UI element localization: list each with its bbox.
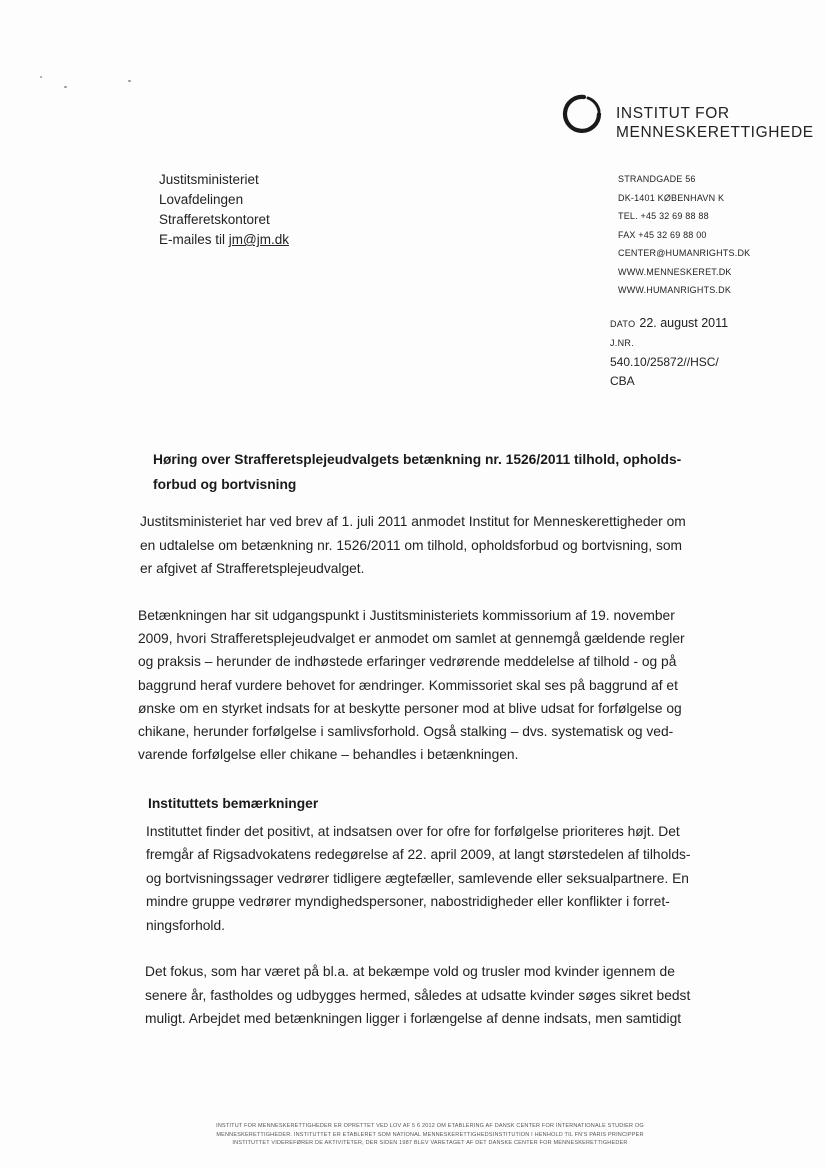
sender-contact-info xyxy=(618,170,750,300)
recipient-line: Justitsministeriet xyxy=(159,172,259,187)
text-line: ningsforhold. xyxy=(146,917,226,933)
section-heading: Instituttets bemærkninger xyxy=(148,796,319,811)
scan-speck xyxy=(64,86,67,88)
text-line: fremgår af Rigsadvokatens redegørelse af 22. april 2009, at langt størstedelen af tilholds- xyxy=(146,847,691,863)
email-link[interactable]: jm@jm.dk xyxy=(228,232,289,247)
institute-logo-text xyxy=(616,104,814,142)
text-line: muligt. Arbejdet med betænkningen ligger i forlængelse af denne indsats, men samtidigt xyxy=(145,1011,682,1027)
paragraph-3 xyxy=(146,820,728,937)
recipient-line: Lovafdelingen xyxy=(159,192,244,207)
text-line: er afgivet af Strafferetsplejeudvalget. xyxy=(140,561,365,576)
footer-line: MENNESKERETTIGHEDER. INSTITUTTET ER ETABLERET SOM NATIONAL MENNESKERETTIGHEDSINSTITUTION I HENHOLD TIL FN'S PARIS PRINCIPPER xyxy=(216,1131,644,1138)
date-line xyxy=(610,314,728,334)
footer-line: INSTITUTTET VIDEREFØRER DE AKTIVITETER, DER SIDEN 1987 BLEV VARETAGET AF DET DANSKE CENTER FOR MENNESKERETTIGHEDER xyxy=(232,1140,628,1146)
contact-web-2: WWW.HUMANRIGHTS.DK xyxy=(618,285,732,295)
logo-line-2: MENNESKERETTIGHEDE xyxy=(616,124,814,141)
subject-line: forbud og bortvisning xyxy=(153,477,297,492)
contact-fax: FAX +45 32 69 88 00 xyxy=(618,229,707,240)
institute-logo-icon xyxy=(562,94,602,134)
text-line: og praksis – herunder de indhøstede erfaringer vedrørende meddelelse af tilhold - og på xyxy=(138,654,677,670)
paragraph-4 xyxy=(145,960,727,1031)
recipient-line: Strafferetskontoret xyxy=(159,212,270,227)
contact-street: STRANDGADE 56 xyxy=(618,174,696,184)
paragraph-1 xyxy=(140,510,722,581)
letter-subject xyxy=(153,447,713,497)
recipient-address xyxy=(159,170,289,250)
text-line: og bortvisningssager vedrører tidligere ægtefæller, samlevende eller seksualpartnere. En xyxy=(146,870,689,886)
text-line: Det fokus, som har været på bl.a. at bekæmpe vold og trusler mod kvinder igennem de xyxy=(145,964,675,979)
date-and-reference xyxy=(610,314,728,391)
contact-phone: TEL. +45 32 69 88 88 xyxy=(618,211,709,221)
subject-line: Høring over Strafferetsplejeudvalgets betænkning nr. 1526/2011 tilhold, opholds- xyxy=(153,452,682,467)
date-value: 22. august 2011 xyxy=(639,316,729,330)
text-line: en udtalelse om betænkning nr. 1526/2011 om tilhold, opholdsforbud og bortvisning, som xyxy=(140,537,683,553)
footer-line: INSTITUT FOR MENNESKERETTIGHEDER ER OPRETTET VED LOV AF 5 6 2012 OM ETABLERING AF DANSK CENTER FOR INTERNATIONALE STUDIER OG xyxy=(216,1123,644,1129)
text-line: ønske om en styrket indsats for at beskytte personer mod at blive udsat for forfølgelse og xyxy=(138,700,682,716)
scan-speck xyxy=(128,80,131,82)
scan-speck xyxy=(40,76,42,78)
text-line: Instituttet finder det positivt, at indsatsen over for ofre for forfølgelse prioriteres højt. Det xyxy=(146,824,680,839)
date-label: DATO xyxy=(610,319,636,329)
logo-line-1: INSTITUT FOR xyxy=(616,105,730,122)
text-line: Betænkningen har sit udgangspunkt i Justitsministeriets kommissorium af 19. november xyxy=(138,608,675,623)
text-line: baggrund heraf vurdere behovet for ændringer. Kommissoriet skal ses på baggrund af et xyxy=(138,677,678,693)
text-line: chikane, herunder forfølgelse i samlivsforhold. Også stalking – dvs. systematisk og ved- xyxy=(138,724,674,740)
page-footer xyxy=(150,1122,710,1148)
contact-email: CENTER@HUMANRIGHTS.DK xyxy=(618,248,751,258)
email-prefix: E-mailes til xyxy=(159,232,229,247)
journal-number: 540.10/25872//HSC/ xyxy=(610,355,719,369)
text-line: senere år, fastholdes og udbygges hermed, således at udsatte kvinder søges sikret bedst xyxy=(145,987,691,1003)
journal-label: J.NR. xyxy=(610,338,634,348)
contact-web-1: WWW.MENNESKERET.DK xyxy=(618,266,732,277)
journal-number-cont: CBA xyxy=(610,374,635,388)
paragraph-2 xyxy=(138,604,720,766)
text-line: mindre gruppe vedrører myndighedspersoner, nabostridigheder eller konflikter i forret- xyxy=(146,894,670,910)
text-line: Justitsministeriet har ved brev af 1. juli 2011 anmodet Institut for Menneskerettigheder om xyxy=(140,514,686,529)
recipient-email-line xyxy=(159,230,289,250)
text-line: 2009, hvori Strafferetsplejeudvalget er anmodet om samlet at gennemgå gældende regler xyxy=(138,631,685,647)
text-line: varende forfølgelse eller chikane – behandles i betænkningen. xyxy=(138,747,519,763)
contact-city: DK-1401 KØBENHAVN K xyxy=(618,192,725,203)
